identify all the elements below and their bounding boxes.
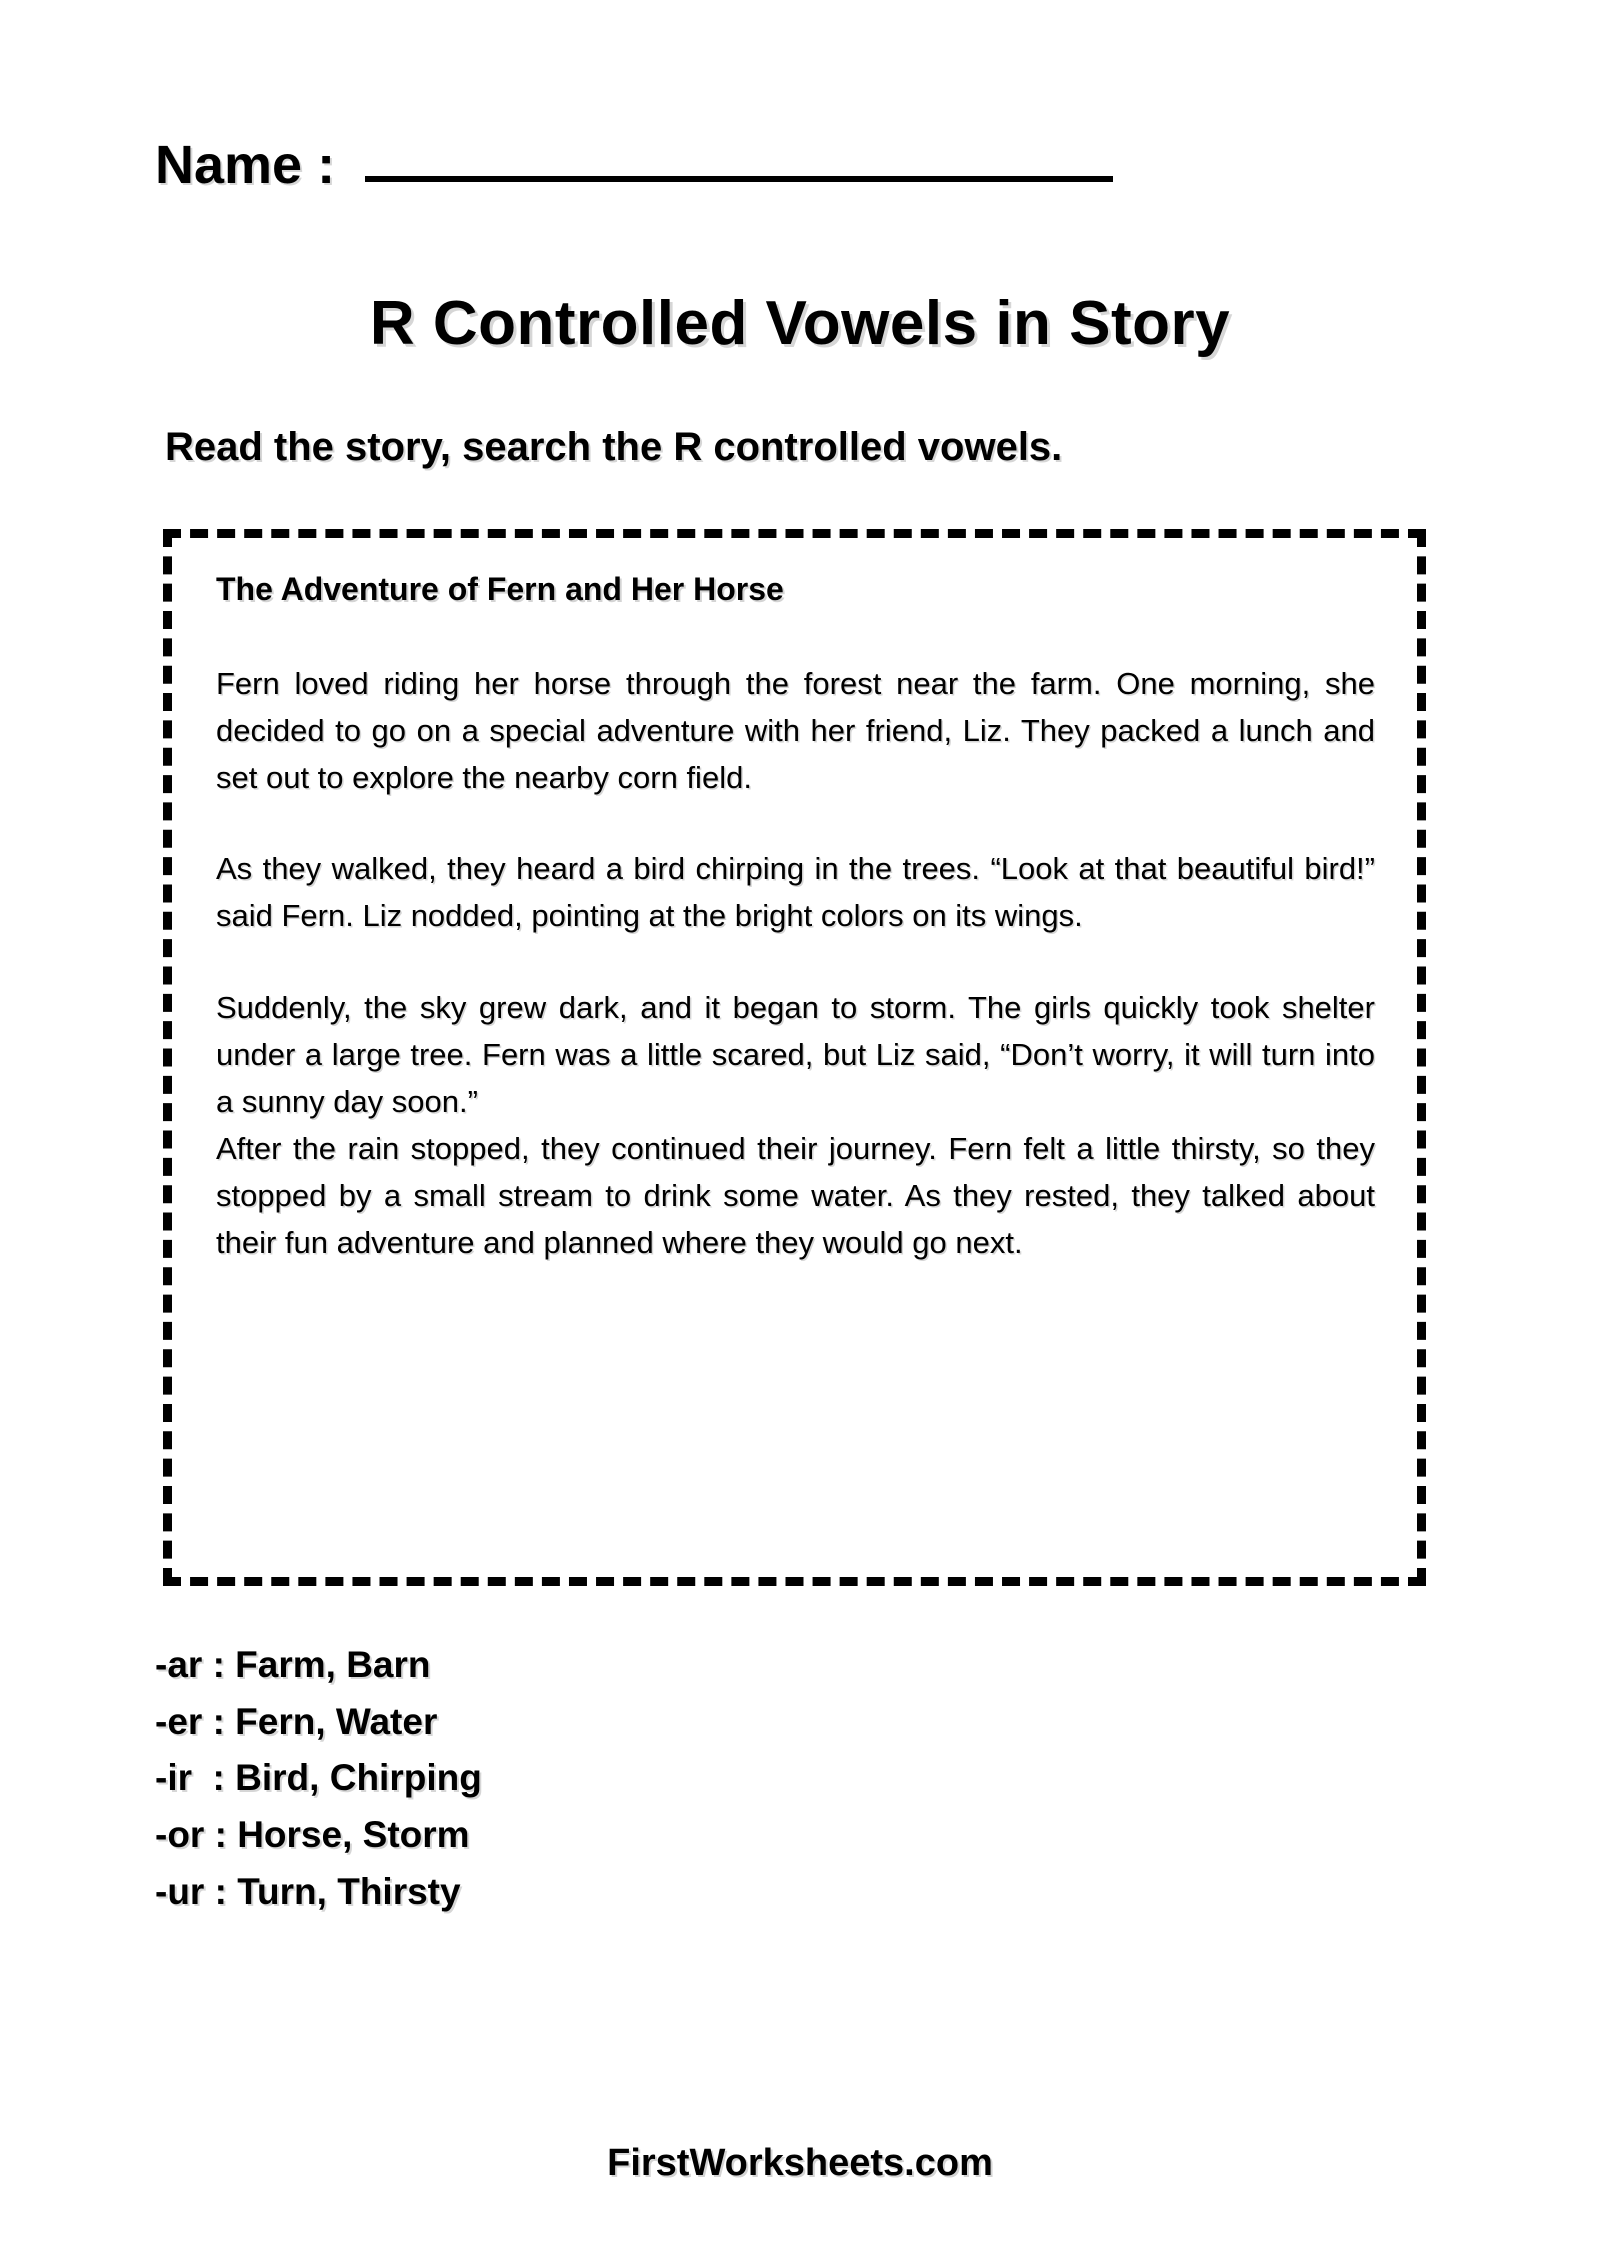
story-heading: The Adventure of Fern and Her Horse [216,571,784,607]
name-write-in-line[interactable] [365,176,1113,182]
story-paragraph: As they walked, they heard a bird chirping in the trees. “Look at that beautiful bird!” said Fern. Liz nodded, pointing at the bright colors on its wings. [216,851,1375,934]
answer-key-row-ar: -ar : Farm, Barn [155,1644,431,1685]
answer-key-row-ur: -ur : Turn, Thirsty [155,1870,461,1912]
answer-key-row-or: -or : Horse, Storm [155,1814,470,1856]
story-box [163,529,1426,1586]
story-content [172,538,1417,1266]
name-row [155,135,1255,195]
story-paragraph: Suddenly, the sky grew dark, and it began to storm. The girls quickly took shelter under a large tree. Fern was a little scared, but Liz said, “Don’t worry, it will turn into a sunny day soon.” [216,989,1375,1119]
footer-branding: FirstWorksheets.com [607,2142,993,2184]
story-paragraph: Fern loved riding her horse through the forest near the farm. One morning, she decided to go on a special adventure with her friend, Liz. They packed a lunch and set out to explore the nearby corn field. [216,666,1375,796]
instructions: Read the story, search the R controlled vowels. [165,425,1063,469]
story-paragraph: After the rain stopped, they continued their journey. Fern felt a little thirsty, so they stopped by a small stream to drink some water. As they rested, they talked about their fun adventure and planned where they would go next. [216,1130,1375,1261]
answer-key [155,1645,1055,1912]
page-title: R Controlled Vowels in Story [369,289,1231,358]
answer-key-row-er: -er : Fern, Water [155,1700,438,1742]
name-label: Name : [155,135,336,195]
answer-key-row-ir: -ir : Bird, Chirping [155,1757,482,1799]
